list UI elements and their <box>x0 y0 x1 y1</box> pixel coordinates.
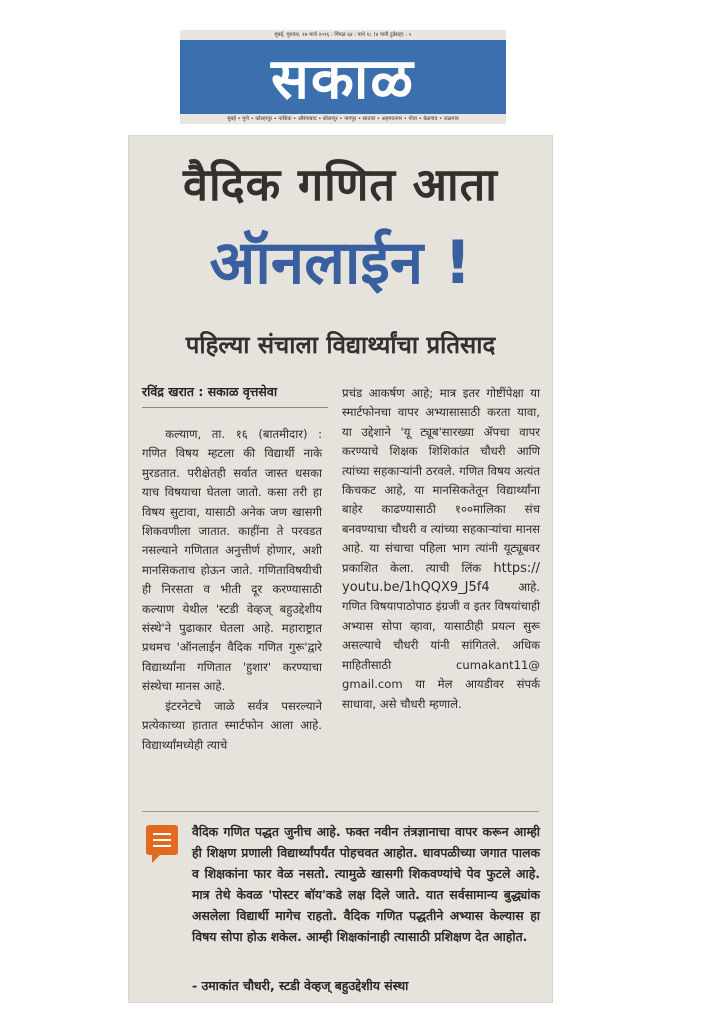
quote-bubble-icon <box>146 825 178 855</box>
article-column-1 <box>142 425 322 755</box>
quote-attribution: - उमाकांत चौधरी, स्टडी वेव्हज् बहुउद्देशीय संस्था <box>192 978 409 993</box>
column-2-part-1: प्रचंड आकर्षण आहे; मात्र इतर गोष्टींपेक्षा या स्मार्टफोनचा वापर अभ्यासासाठी करता यावा, या उद्देशाने 'यू ट्यूब'सारख्या ॲपचा वापर करण्याचे शिक्षक शिशिकांत चौधरी आणि त्यांच्या सहकाऱ्यांनी ठरवले. गणित विषय अत्यंत किचकट आहे, या मानसिकतेतून विद्यार्थ्यांना बाहेर काढण्यासाठी १००मालिका संच बनवण्याचा चौधरी व त्यांच्या सहकाऱ्यांचा मानस आहे. या संचाचा पहिला भाग त्यांनी यूट्यूबवर प्रकाशित केला. त्याची लिंक <box>342 386 540 575</box>
column-2-part-2: आहे. गणित विषयापाठोपाठ इंग्रजी व इतर विषयांचाही अभ्यास सोपा व्हावा, यासाठीही प्रयत्न सुरू असल्याचे चौधरी यांनी सांगितले. अधिक माहितीसाठी <box>342 580 540 672</box>
quote-text: वैदिक गणित पद्धत जुनीच आहे. फक्त नवीन तंत्रज्ञानाचा वापर करून आम्ही ही शिक्षण प्रणाली विद्यार्थ्यांपर्यंत पोहचवत आहोत. धावपळीच्या जगात पालक व शिक्षकांना फार वेळ नसतो. त्यामुळे खासगी शिकवण्यांचे पेव फुटले आहे. मात्र तेथे केवळ 'पोस्टर बॉय'कडे लक्ष दिले जाते. यात सर्वसामान्य बुद्ध्यांक असलेला विद्यार्थी मागेच राहतो. वैदिक गणित पद्धतीने अभ्यास केल्यास हा विषय सोपा होऊ शकेल. आम्ही शिक्षकांनाही त्यासाठी प्रशिक्षण देत आहोत. <box>192 824 540 944</box>
youtube-link: https:// youtu.be/1hQQX9_J5f4 <box>342 560 541 596</box>
newspaper-logo: सकाळ <box>271 46 415 112</box>
section-divider <box>142 811 539 812</box>
subheadline: पहिल्या संचाला विद्यार्थ्यांचा प्रतिसाद <box>185 331 496 359</box>
masthead-editions-line: मुंबई • पुणे • कोल्हापूर • नाशिक • औरंगाबाद • सोलापूर • नागपूर • सातारा • अहमदनगर • गोवा • बेळगाव • जळगाव <box>180 114 506 124</box>
masthead-date-line: मुंबई, गुरुवार, १७ मार्च २०१६ : पिंपळ ६४ : पाने १८ (४ पानी टुडेसह) : ५ <box>180 30 506 40</box>
newspaper-masthead <box>180 30 506 124</box>
column-1-paragraph-1: कल्याण, ता. १६ (बातमीदार) : गणित विषय म्हटला की विद्यार्थी नाके मुरडतात. परीक्षेतही सर्वात जास्त धसका याच विषयाचा घेतला जातो. कसा तरी हा विषय सुटावा, यासाठी अनेक जण खासगी शिकवणीला जातात. काहींना ते परवडत नसल्याने गणितात अनुत्तीर्ण होणार, अशी मानसिकताच होऊन जाते. गणिताविषयीची ही निरसता व भीती दूर करण्यासाठी कल्याण येथील 'स्टडी वेव्हज् बहुउद्देशीय संस्थे'ने पुढाकार घेतला आहे. महाराष्ट्रात प्रथमच 'ऑनलाईन वैदिक गणित गुरू'द्वारे विद्यार्थ्यांना गणितात 'हुशार' करण्याचा संस्थेचा मानस आहे. <box>142 427 322 694</box>
column-2-text <box>342 384 540 714</box>
column-1-paragraph-2: इंटरनेटचे जाळे सर्वत्र पसरल्याने प्रत्येकाच्या हातात स्मार्टफोन आला आहे. विद्यार्थ्यांमध्येही त्याचे <box>142 698 322 752</box>
headline-line-2: ऑनलाईन ! <box>209 228 472 298</box>
byline: रविंद्र खरात : सकाळ वृत्तसेवा <box>142 383 328 408</box>
news-clipping <box>128 135 553 1003</box>
headline-line-1: वैदिक गणित आता <box>183 158 498 211</box>
column-2-part-3: या मेल आयडीवर संपर्क साधावा, असे चौधरी म्हणाले. <box>342 677 541 711</box>
article-column-2 <box>342 384 540 714</box>
contact-email: cumakant11@ gmail.com <box>342 657 540 692</box>
